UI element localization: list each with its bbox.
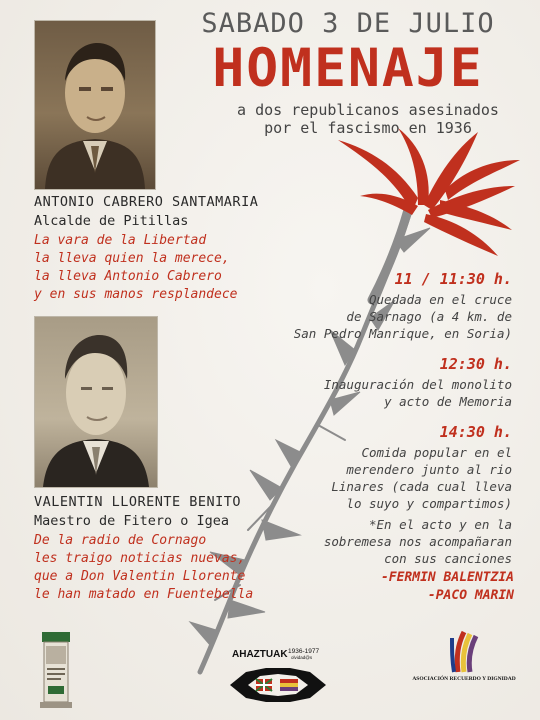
schedule-line: merendero junto al rio [346, 462, 512, 477]
schedule-line: Inauguración del monolito [323, 377, 512, 392]
schedule-line: lo suyo y compartimos) [346, 496, 512, 511]
person2-name: VALENTIN LLORENTE BENITO [34, 494, 242, 510]
monolith-logo-icon [36, 632, 76, 708]
schedule-line: Comida popular en el [361, 445, 512, 460]
ahaztuak-logo-icon [226, 662, 330, 708]
person1-verse-line: la lleva quien la merece, [34, 251, 230, 266]
schedule-line: Linares (cada cual lleva [331, 479, 512, 494]
schedule-line: San Pedro Manrique, en Soria) [293, 326, 512, 341]
ahaztuak-logo-sub: olvidad@s [291, 655, 313, 660]
ahaztuak-logo-name: AHAZTUAK [232, 649, 288, 660]
portrait-valentin-llorente [34, 316, 158, 488]
person1-name: ANTONIO CABRERO SANTAMARIA [34, 194, 259, 210]
note-line: sobremesa nos acompañaran [323, 534, 512, 549]
poster-title: HOMENAJE [212, 38, 484, 99]
portrait-silhouette-icon [35, 317, 157, 487]
ahaztuak-logo-years: 1936-1977 [288, 648, 320, 655]
person1-role: Alcalde de Pitillas [34, 213, 189, 229]
recuerdo-dignidad-logo-text: ASOCIACIÓN RECUERDO Y DIGNIDAD [412, 676, 516, 682]
carnation-flower [338, 128, 520, 256]
performer: -FERMIN BALENTZIA [380, 570, 514, 585]
schedule-time: 11 / 11:30 h. [394, 270, 512, 288]
person1-verse-line: La vara de la Libertad [34, 233, 207, 248]
person2-role: Maestro de Fitero o Igea [34, 513, 230, 529]
note-line: *En el acto y en la [369, 517, 512, 532]
schedule-line: de Sarnago (a 4 km. de [346, 309, 512, 324]
person2-verse-line: De la radio de Cornago [34, 533, 207, 548]
person1-verse-line: y en sus manos resplandece [34, 287, 238, 302]
subtitle-line-1: a dos republicanos asesinados [237, 101, 499, 119]
performer: -PACO MARIN [427, 588, 514, 603]
recuerdo-dignidad-logo-icon [444, 630, 484, 674]
event-date: SABADO 3 DE JULIO [201, 8, 495, 39]
person2-verse-line: que a Don Valentin Llorente [34, 569, 246, 584]
portrait-silhouette-icon [35, 21, 155, 189]
schedule-line: y acto de Memoria [384, 394, 512, 409]
person2-verse-line: le han matado en Fuentebella [34, 587, 254, 602]
person2-verse-line: les traigo noticias nuevas, [34, 551, 246, 566]
subtitle-line-2: por el fascismo en 1936 [264, 119, 472, 137]
schedule-time: 14:30 h. [439, 423, 512, 441]
note-line: con sus canciones [384, 551, 512, 566]
schedule-time: 12:30 h. [439, 355, 512, 373]
person1-verse-line: la lleva Antonio Cabrero [34, 269, 222, 284]
schedule-line: Quedada en el cruce [369, 292, 512, 307]
portrait-antonio-cabrero [34, 20, 156, 190]
